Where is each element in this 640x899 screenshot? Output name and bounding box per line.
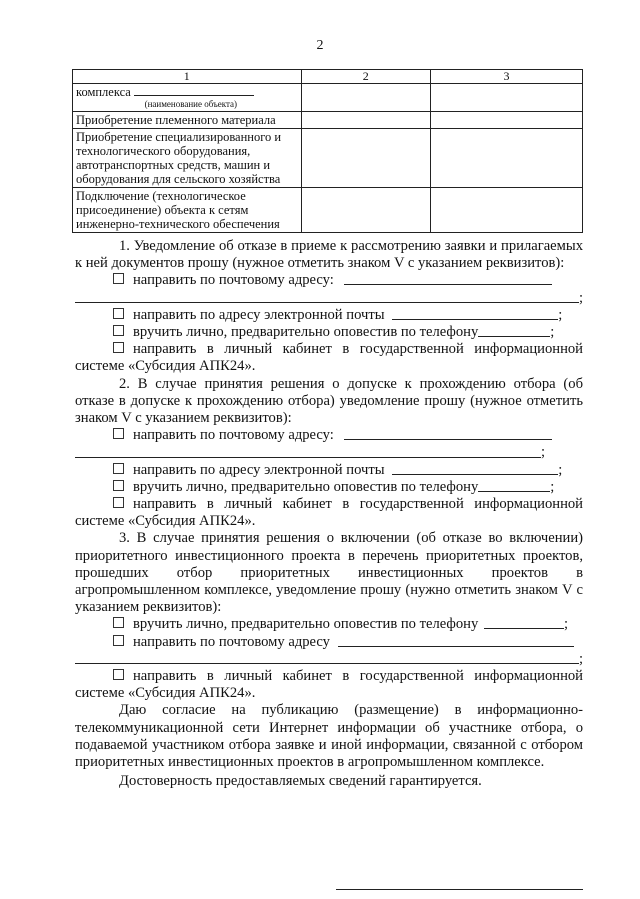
checkbox-icon[interactable] — [113, 617, 124, 628]
section2-option-post: направить по почтовому адресу: — [75, 427, 583, 444]
checkbox-icon[interactable] — [113, 273, 124, 284]
table-cell: Приобретение племенного материала — [73, 112, 302, 129]
section3-intro: 3. В случае принятия решения о включении (об отказе во включении) приоритетного инвестиционного проекта в перечень приоритетных проектов, прошедших отбор приоритетных инвестиционных проектов в агропромышленном комплексе, уведомление прошу (нужно отметить знаком V с указанием реквизитов): — [75, 530, 583, 616]
section2-option-cabinet: направить в личный кабинет в государственной информационной системе «Субсидия АПК24». — [75, 496, 583, 530]
checkbox-icon[interactable] — [113, 308, 124, 319]
phone-field[interactable] — [478, 324, 550, 337]
section2-option-email: направить по адресу электронной почты ; — [75, 462, 583, 479]
checkbox-icon[interactable] — [113, 325, 124, 336]
table-header-row — [73, 70, 583, 84]
email-field[interactable] — [392, 462, 558, 475]
checkbox-icon[interactable] — [113, 669, 124, 680]
table-cell — [73, 84, 302, 112]
table-header-cell: 3 — [430, 70, 582, 84]
phone-field[interactable] — [478, 479, 550, 492]
table-cell[interactable] — [301, 84, 430, 112]
row-caption: (наименование объекта) — [144, 99, 238, 109]
section2-option-personal: вручить лично, предварительно оповестив по телефону ; — [75, 479, 583, 496]
section1-option-cabinet: направить в личный кабинет в государственной информационной системе «Субсидия АПК24». — [75, 341, 583, 375]
section1-option-personal: вручить лично, предварительно оповестив по телефону ; — [75, 324, 583, 341]
table-cell[interactable] — [430, 112, 582, 129]
post-address-field[interactable] — [338, 634, 574, 647]
objects-table — [72, 69, 583, 233]
table-cell[interactable] — [430, 188, 582, 233]
signature-line[interactable] — [336, 889, 583, 890]
row-label: комплекса — [76, 85, 131, 99]
table-cell[interactable] — [301, 129, 430, 188]
table-cell[interactable] — [430, 129, 582, 188]
table-row — [73, 129, 583, 188]
guarantee-paragraph: Достоверность предоставляемых сведений гарантируется. — [119, 773, 482, 790]
post-address-line[interactable]: ; — [75, 444, 545, 461]
table-cell[interactable] — [301, 188, 430, 233]
post-address-field[interactable] — [344, 427, 552, 440]
checkbox-icon[interactable] — [113, 497, 124, 508]
table-header-cell: 1 — [73, 70, 302, 84]
table-row — [73, 84, 583, 112]
checkbox-icon[interactable] — [113, 635, 124, 646]
table-row — [73, 112, 583, 129]
document-body — [75, 238, 583, 790]
page-number: 2 — [316, 38, 324, 53]
table-header-cell: 2 — [301, 70, 430, 84]
post-address-field[interactable] — [344, 272, 552, 285]
table-cell[interactable] — [430, 84, 582, 112]
checkbox-icon[interactable] — [113, 463, 124, 474]
checkbox-icon[interactable] — [113, 428, 124, 439]
object-name-line[interactable] — [134, 85, 254, 96]
section3-option-post: направить по почтовому адресу — [75, 634, 583, 651]
table-cell[interactable] — [301, 112, 430, 129]
table-cell: Подключение (технологическое присоединение) объекта к сетям инженерно-технического обеспечения — [73, 188, 302, 233]
table-row — [73, 188, 583, 233]
section2-intro: 2. В случае принятия решения о допуске к прохождению отбора (об отказе в допуске к прохождению отбора) уведомление прошу (нужное отметить знаком V с указанием реквизитов): — [75, 375, 583, 427]
checkbox-icon[interactable] — [113, 480, 124, 491]
post-address-line[interactable]: ; — [75, 290, 583, 307]
section1-intro: 1. Уведомление об отказе в приеме к рассмотрению заявки и прилагаемых к ней документов прошу (нужное отметить знаком V с указанием реквизитов): — [75, 238, 583, 272]
phone-field[interactable] — [484, 616, 564, 629]
checkbox-icon[interactable] — [113, 342, 124, 353]
section1-option-email: направить по адресу электронной почты ; — [75, 307, 583, 324]
section3-option-personal: вручить лично, предварительно оповестив по телефону ; — [75, 616, 583, 633]
section1-option-post: направить по почтовому адресу: — [75, 272, 583, 289]
section3-option-cabinet: направить в личный кабинет в государственной информационной системе «Субсидия АПК24». — [75, 668, 583, 702]
table-cell: Приобретение специализированного и технологического оборудования, автотранспортных средств, машин и оборудования для сельского хозяйства — [73, 129, 302, 188]
consent-paragraph: Даю согласие на публикацию (размещение) в информационно-телекоммуникационной сети Интернет информации об участнике отбора, о подаваемой участником отбора заявке и иной информации, связанной с отбором приоритетных инвестиционных проектов в агропромышленном комплексе. — [75, 702, 583, 771]
email-field[interactable] — [392, 307, 558, 320]
post-address-line[interactable]: ; — [75, 651, 583, 668]
